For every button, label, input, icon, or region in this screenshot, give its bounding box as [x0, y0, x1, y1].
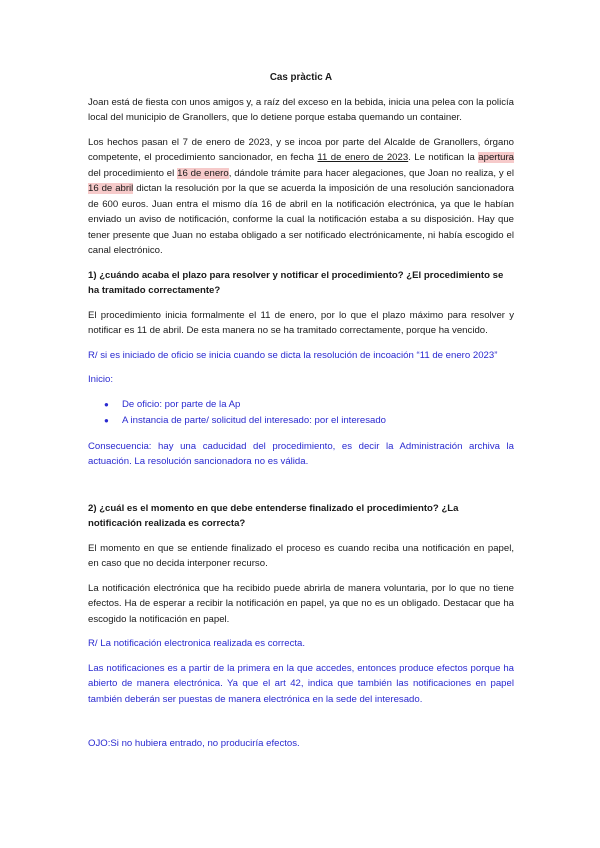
- spacer: [88, 479, 514, 501]
- facts-text-5: dictan la resolución por la que se acuerda la imposición de una resolución sancionadora de 600 euros. Juan entra el mismo día 16 de abril en la notificación electrónica, ya que le habían enviado un aviso de notificación, conforme la cual la notificación estaba a su disposición. Hay que tener presente que Juan no estaba obligado a ser notificado electrónicamente, ni había escogido el canal electrónico.: [88, 183, 514, 256]
- question-2: 2) ¿cuál es el momento en que debe entenderse finalizado el procedimiento? ¿La notificación realizada es correcta?: [88, 502, 459, 529]
- note-1: R/ si es iniciado de oficio se inicia cuando se dicta la resolución de incoación “11 de enero 2023”: [88, 349, 498, 361]
- document-page: [88, 70, 514, 761]
- note-2b: Las notificaciones es a partir de la primera en la que accedes, entonces produce efectos porque ha abierto de manera electrónica. Ya que el art 42, indica que también las notificaciones en papel también deberán ser puestas de manera electrónica en la sede del interesado.: [88, 662, 514, 705]
- list-item: ● A instancia de parte/ solicitud del interesado: por el interesado: [106, 413, 514, 429]
- question-1: 1) ¿cuándo acaba el plazo para resolver y notificar el procedimiento? ¿El procedimiento se ha tramitado correctamente?: [88, 269, 504, 296]
- answer-1: El procedimiento inicia formalmente el 11 de enero, por lo que el plazo máximo para resolver y notificar es 11 de abril. De esta manera no se ha tramitado correctamente, porque ha vencido.: [88, 309, 514, 336]
- ojo-note: OJO:Si no hubiera entrado, no produciría efectos.: [88, 738, 300, 749]
- list-item: ● De oficio: por parte de la Ap: [106, 397, 514, 413]
- note-2a: R/ La notificación electronica realizada es correcta.: [88, 638, 306, 649]
- consecuencia-paragraph: Consecuencia: hay una caducidad del procedimiento, es decir la Administración archiva la actuación. La resolución sancionadora no es válida.: [88, 440, 514, 467]
- highlight-apertura: apertura: [478, 152, 515, 163]
- highlight-16-enero: 16 de enero: [177, 167, 229, 179]
- date-underlined: 11 de enero de 2023: [317, 152, 409, 163]
- facts-text-1: Los hechos pasan el 7 de enero de 2023, y se incoa por parte del Alcalde de Granollers, órgano competente, el procedimiento sancionador, en fecha: [88, 136, 514, 163]
- spacer: [88, 716, 514, 736]
- facts-text-4: , dándole trámite para hacer alegaciones, que Joan no realiza, y el: [228, 167, 514, 179]
- inicio-list: [88, 397, 514, 429]
- facts-text-2: . Le notifican la: [408, 152, 479, 163]
- answer-2a: El momento en que se entiende finalizado el proceso es cuando reciba una notificación en papel, en caso que no decida interponer recurso.: [88, 542, 514, 569]
- answer-2b: La notificación electrónica que ha recibido puede abrirla de manera voluntaria, por lo que no tiene efectos. Ha de esperar a recibir la notificación en papel, ya que no es un obligado. Destacar que ha escogido la notificación en papel.: [88, 582, 514, 625]
- highlight-16-abril: 16 de abril: [88, 183, 134, 194]
- document-title: Cas pràctic A: [269, 72, 333, 83]
- inicio-label: Inicio:: [88, 374, 114, 385]
- intro-paragraph: Joan está de fiesta con unos amigos y, a raíz del exceso en la bebida, inicia una pelea con la policía local del municipio de Granollers, que lo detiene porque estaba quemando un container.: [88, 96, 514, 123]
- facts-paragraph: [88, 135, 514, 259]
- facts-text-3: del procedimiento el: [88, 167, 178, 179]
